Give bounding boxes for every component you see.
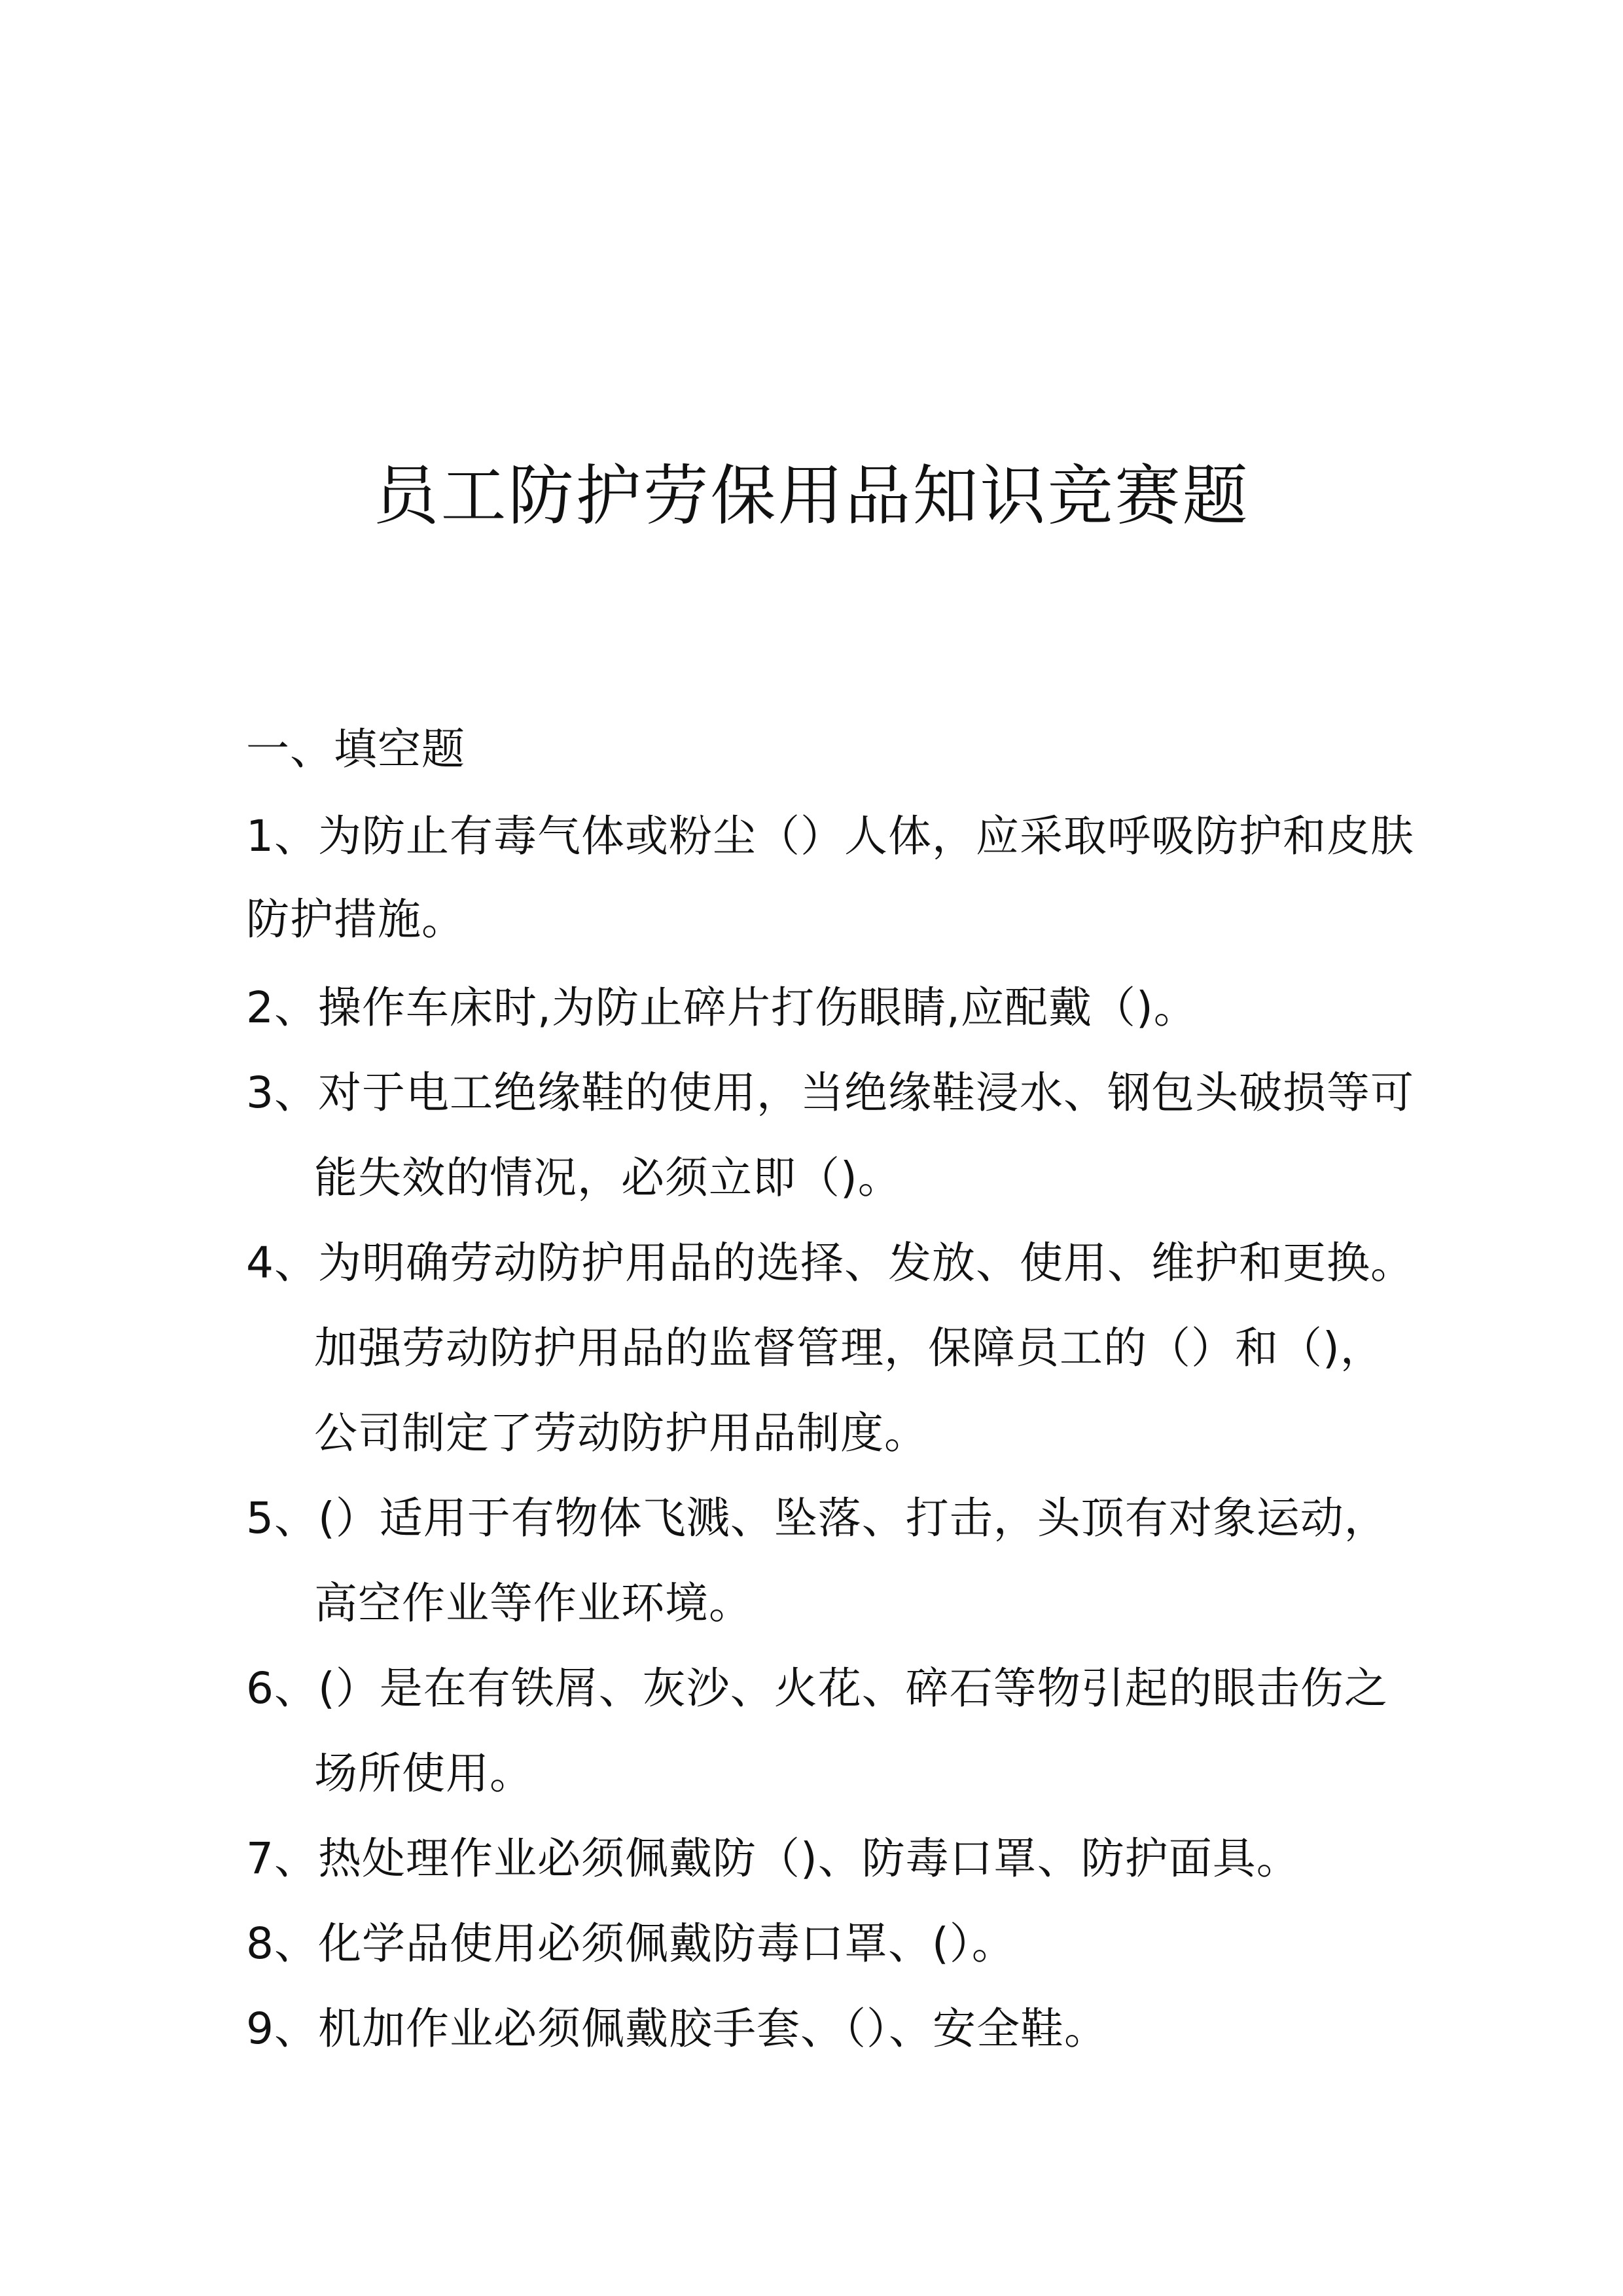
question-2-line-1: 2、操作车床时,为防止碎片打伤眼睛,应配戴（)。 <box>246 982 1198 1033</box>
question-6-line-2: 场所使用。 <box>314 1748 533 1799</box>
question-8-line-1: 8、化学品使用必须佩戴防毒口罩、(）。 <box>246 1918 1016 1969</box>
question-4-line-3: 公司制定了劳动防护用品制度。 <box>314 1408 928 1458</box>
question-5-line-2: 高空作业等作业环境。 <box>314 1578 753 1628</box>
question-4-line-2: 加强劳动防护用品的监督管理，保障员工的（）和（)， <box>314 1323 1384 1373</box>
question-1-line-2: 防护措施。 <box>246 894 465 944</box>
question-9-line-1: 9、机加作业必须佩戴胶手套、（）、安全鞋。 <box>246 2003 1108 2054</box>
question-1-line-1: 1、为防止有毒气体或粉尘（）人体，应采取呼吸防护和皮肤 <box>246 811 1414 861</box>
question-4-line-1: 4、为明确劳动防护用品的选择、发放、使用、维护和更换。 <box>246 1238 1414 1288</box>
question-5-line-1: 5、(）适用于有物体飞溅、坠落、打击，头顶有对象运动， <box>246 1493 1388 1543</box>
section-heading: 一、填空题 <box>246 724 465 774</box>
question-6-line-1: 6、(）是在有铁屑、灰沙、火花、碎石等物引起的眼击伤之 <box>246 1663 1388 1713</box>
question-7-line-1: 7、热处理作业必须佩戴防（)、防毒口罩、防护面具。 <box>246 1833 1300 1884</box>
question-3-line-1: 3、对于电工绝缘鞋的使用，当绝缘鞋浸水、钢包头破损等可 <box>246 1067 1414 1118</box>
question-3-line-2: 能失效的情况，必须立即（)。 <box>314 1153 902 1203</box>
page-title: 员工防护劳保用品知识竞赛题 <box>373 457 1250 534</box>
